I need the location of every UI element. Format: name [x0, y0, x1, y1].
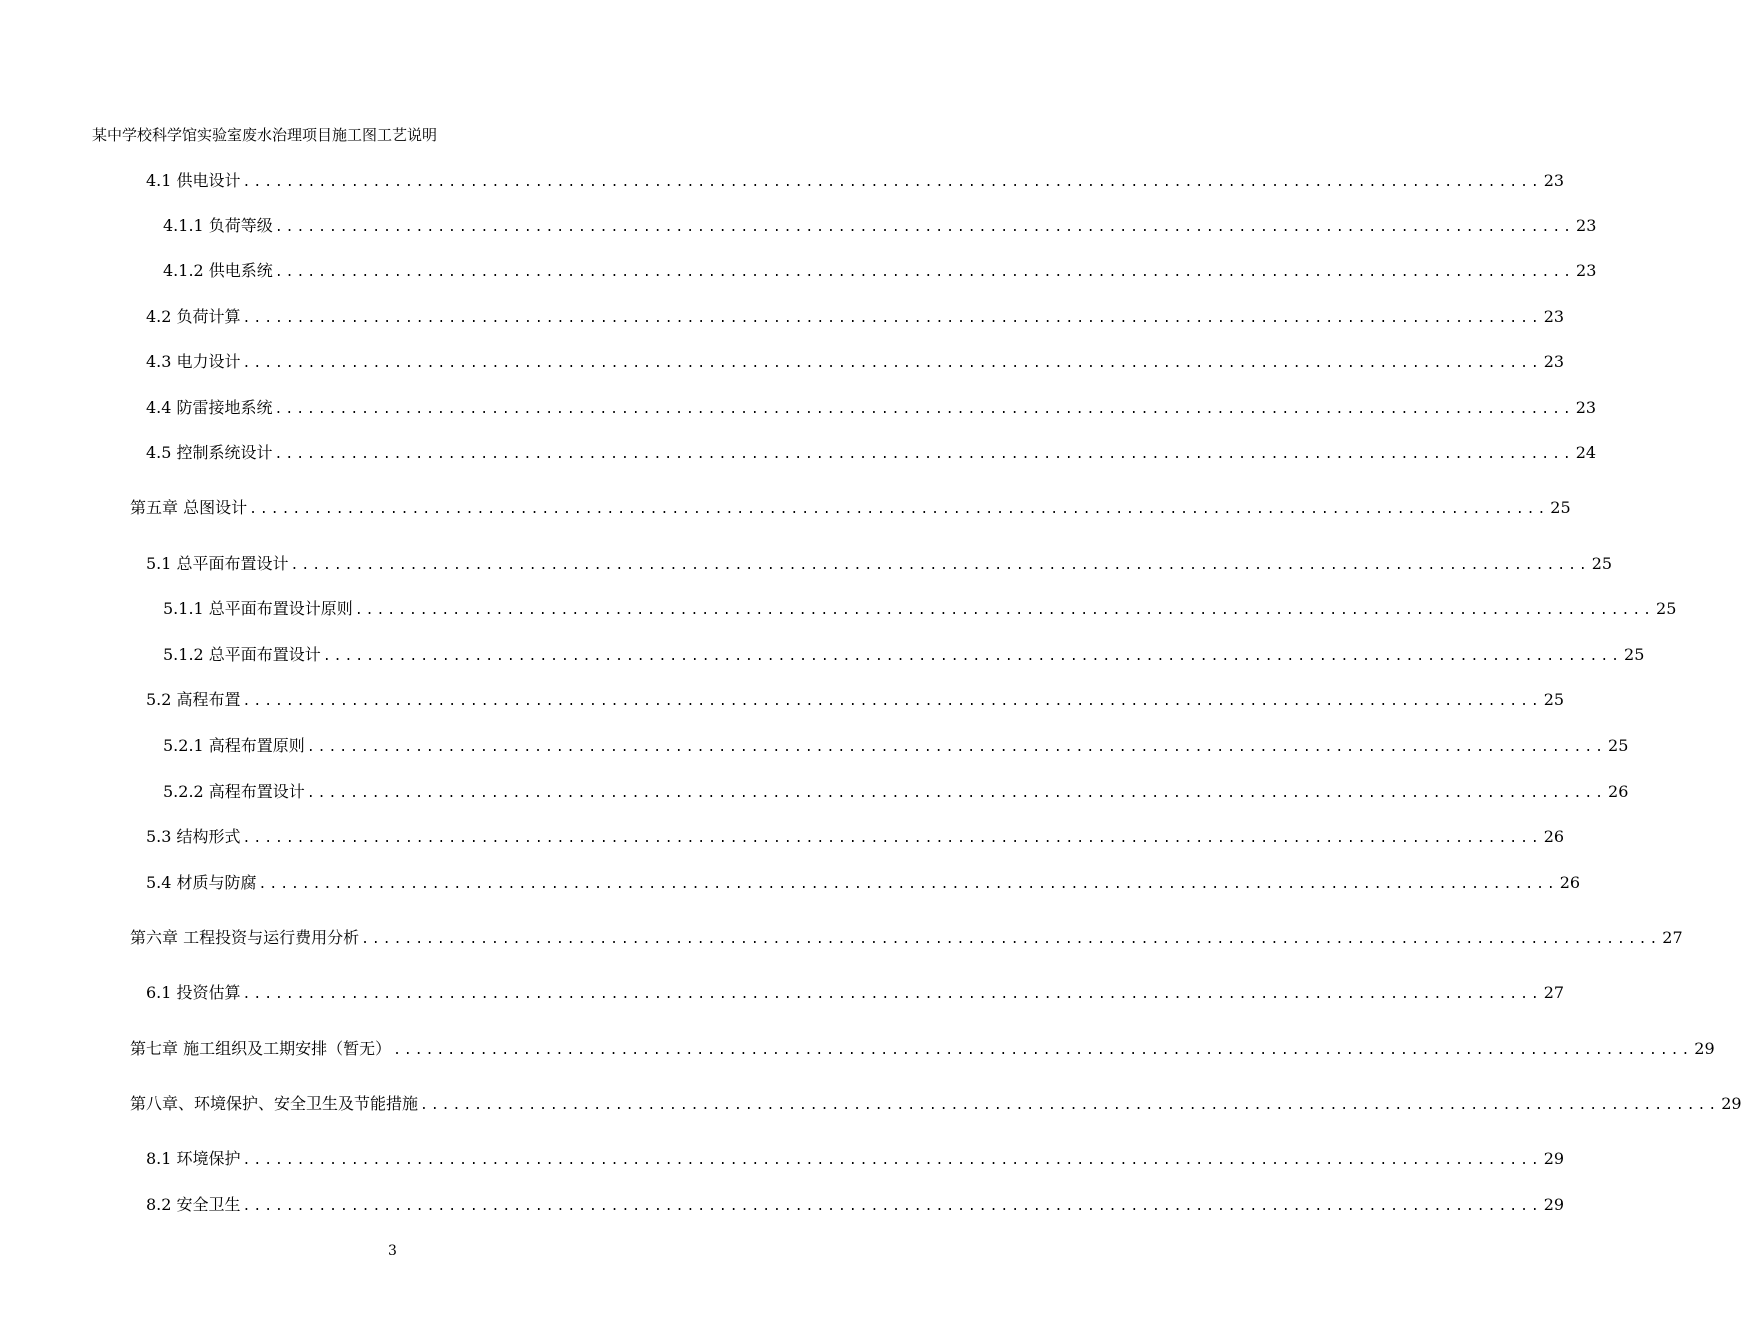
toc-entry[interactable]: [0, 351, 1565, 373]
toc-entry-page: 26: [1559, 873, 1581, 892]
toc-entry-label: 4.1 供电设计: [146, 171, 241, 190]
toc-entry[interactable]: [0, 170, 1565, 192]
toc-entry-page: 27: [1662, 928, 1683, 947]
toc-entry-label: 4.1.1 负荷等级: [163, 216, 273, 235]
toc-entry[interactable]: [0, 872, 1581, 894]
toc-entry[interactable]: [0, 927, 1683, 949]
toc-leader-dots: ........................................................................................................................: [242, 694, 1542, 709]
toc-leader-dots: ........................................................................................................................: [242, 311, 1542, 326]
toc-entry[interactable]: [0, 826, 1565, 848]
toc-entry-page: 23: [1543, 352, 1565, 371]
toc-entry[interactable]: [0, 442, 1597, 464]
toc-entry[interactable]: [0, 260, 1597, 282]
page-number: 3: [388, 1243, 397, 1259]
toc-entry-label: 8.1 环境保护: [146, 1149, 241, 1168]
toc-leader-dots: ........................................................................................................................: [242, 175, 1542, 190]
toc-entry-label: 4.2 负荷计算: [146, 307, 241, 326]
toc-entry[interactable]: [0, 781, 1629, 803]
toc-leader-dots: ........................................................................................................................: [258, 877, 1558, 892]
toc-leader-dots: ........................................................................................................................: [306, 740, 1607, 755]
toc-entry[interactable]: [0, 1148, 1565, 1170]
toc-entry-page: 26: [1543, 827, 1565, 846]
toc-entry-page: 25: [1550, 498, 1571, 517]
toc-entry-page: 27: [1543, 983, 1565, 1002]
toc-entry-page: 29: [1543, 1149, 1565, 1168]
toc-entry[interactable]: [0, 735, 1629, 757]
toc-entry-page: 26: [1608, 782, 1629, 801]
toc-entry-label: 6.1 投资估算: [146, 983, 241, 1002]
toc-entry-label: 5.2.2 高程布置设计: [163, 782, 305, 801]
toc-entry-label: 4.5 控制系统设计: [146, 443, 273, 462]
toc-leader-dots: ........................................................................................................................: [242, 1199, 1542, 1214]
toc-leader-dots: ........................................................................................................................: [242, 831, 1542, 846]
toc-entry[interactable]: [0, 982, 1565, 1004]
toc-leader-dots: ........................................................................................................................: [290, 558, 1590, 573]
document-header: 某中学校科学馆实验室废水治理项目施工图工艺说明: [92, 126, 438, 144]
toc-entry-page: 23: [1576, 216, 1597, 235]
toc-leader-dots: ........................................................................................................................: [274, 402, 1574, 417]
toc-entry-label: 第六章 工程投资与运行费用分析: [130, 928, 360, 947]
toc-entry[interactable]: [0, 397, 1597, 419]
toc-entry[interactable]: [0, 215, 1597, 237]
toc-entry-page: 23: [1576, 261, 1597, 280]
toc-entry-page: 25: [1608, 736, 1629, 755]
toc-entry-page: 24: [1575, 443, 1597, 462]
toc-leader-dots: ........................................................................................................................: [242, 356, 1542, 371]
toc-entry[interactable]: [0, 689, 1565, 711]
toc-entry[interactable]: [0, 644, 1645, 666]
toc-entry-page: 29: [1694, 1039, 1715, 1058]
toc-entry-page: 23: [1543, 171, 1565, 190]
toc-entry-page: 25: [1656, 599, 1677, 618]
toc-entry[interactable]: [0, 306, 1565, 328]
toc-leader-dots: ........................................................................................................................: [322, 649, 1623, 664]
toc-leader-dots: ........................................................................................................................: [274, 447, 1574, 462]
toc-entry-label: 5.1.1 总平面布置设计原则: [163, 599, 353, 618]
toc-entry-label: 5.2.1 高程布置原则: [163, 736, 305, 755]
toc-entry-label: 第八章、环境保护、安全卫生及节能措施: [130, 1094, 419, 1113]
toc-entry-label: 4.1.2 供电系统: [163, 261, 273, 280]
toc-entry-page: 25: [1543, 690, 1565, 709]
toc-entry[interactable]: [0, 553, 1613, 575]
toc-entry-label: 5.1.2 总平面布置设计: [163, 645, 321, 664]
toc-entry-label: 8.2 安全卫生: [146, 1195, 241, 1214]
toc-entry-label: 4.4 防雷接地系统: [146, 398, 273, 417]
toc-entry-label: 5.1 总平面布置设计: [146, 554, 289, 573]
toc-leader-dots: ........................................................................................................................: [274, 220, 1575, 235]
toc-entry-label: 4.3 电力设计: [146, 352, 241, 371]
toc-leader-dots: ........................................................................................................................: [274, 265, 1575, 280]
toc-leader-dots: ........................................................................................................................: [354, 603, 1655, 618]
toc-entry-page: 25: [1591, 554, 1613, 573]
toc-entry-label: 第五章 总图设计: [130, 498, 248, 517]
toc-entry-label: 第七章 施工组织及工期安排（暂无）: [130, 1039, 392, 1058]
toc-leader-dots: ........................................................................................................................: [242, 987, 1542, 1002]
toc-entry-label: 5.3 结构形式: [146, 827, 241, 846]
toc-leader-dots: ........................................................................................................................: [420, 1098, 1720, 1113]
toc-leader-dots: ........................................................................................................................: [306, 786, 1607, 801]
toc-leader-dots: ........................................................................................................................: [249, 502, 1549, 517]
toc-entry-page: 29: [1721, 1094, 1742, 1113]
toc-entry[interactable]: [0, 1038, 1715, 1060]
toc-entry[interactable]: [0, 1093, 1742, 1115]
toc-entry-label: 5.2 高程布置: [146, 690, 241, 709]
toc-entry[interactable]: [0, 1194, 1565, 1216]
toc-leader-dots: ........................................................................................................................: [242, 1153, 1542, 1168]
toc-leader-dots: ........................................................................................................................: [361, 932, 1661, 947]
toc-entry-page: 23: [1575, 398, 1597, 417]
toc-entry[interactable]: [0, 598, 1677, 620]
toc-entry-page: 29: [1543, 1195, 1565, 1214]
toc-leader-dots: ........................................................................................................................: [393, 1043, 1693, 1058]
toc-entry-page: 25: [1624, 645, 1645, 664]
toc-entry-label: 5.4 材质与防腐: [146, 873, 257, 892]
toc-entry[interactable]: [0, 497, 1571, 519]
toc-entry-page: 23: [1543, 307, 1565, 326]
